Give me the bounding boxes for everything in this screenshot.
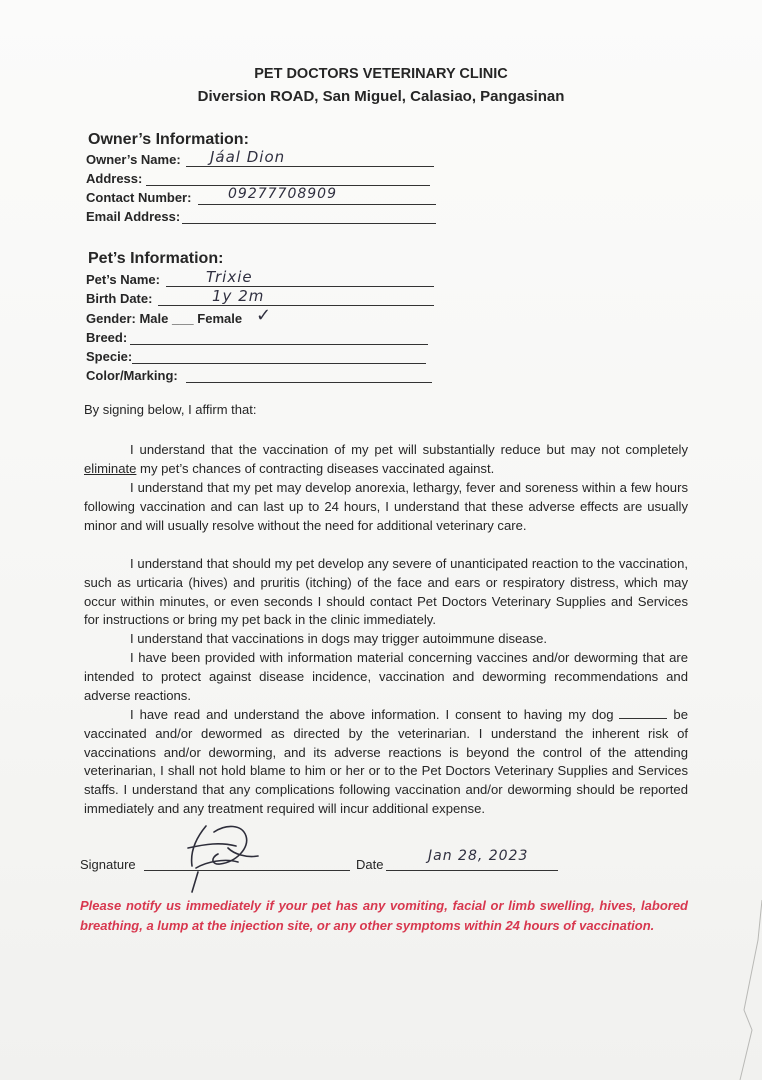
owner-section-title: Owner’s Information: (88, 131, 249, 148)
clinic-address: Diversion ROAD, San Miguel, Calasiao, Pangasinan (197, 88, 565, 105)
owner-name-value: Jáal Dion (210, 148, 286, 166)
address-label: Address: (86, 171, 143, 186)
owner-name-line (186, 166, 434, 167)
date-label: Date (356, 857, 384, 872)
email-line (182, 223, 436, 224)
color-marking-label: Color/Marking: (86, 368, 178, 383)
specie-line (132, 363, 426, 364)
consent-paragraph-4: I understand that vaccinations in dogs may trigger autoimmune disease. (130, 631, 548, 646)
female-checkmark: ✓ (256, 305, 273, 326)
pet-name-label: Pet’s Name: (86, 272, 160, 287)
p1-text-b: my pet’s chances of contracting diseases vaccinated against. (136, 460, 495, 476)
consent-paragraph-2: I understand that my pet may develop anorexia, lethargy, fever and soreness within a few hours following vaccination and can last up to 24 hours, I understand that these adverse effects are usually minor and will usually resolve without the need for additional veterinary care. (84, 480, 688, 533)
contact-number-label: Contact Number: (86, 190, 192, 205)
date-value: Jan 28, 2023 (428, 848, 529, 864)
signature-label: Signature (80, 857, 136, 872)
aftercare-notice: Please notify us immediately if your pet has any vomiting, facial or limb swelling, hives, labored breathing, a lump at the injection site, or any other symptoms within 24 hours of vaccination. (80, 898, 688, 933)
pet-section-title: Pet’s Information: (88, 250, 224, 267)
birth-date-value: 1y 2m (212, 287, 265, 305)
p1-underlined-word: eliminate (84, 460, 137, 476)
email-label: Email Address: (86, 209, 181, 224)
breed-line (130, 344, 428, 345)
consent-intro: By signing below, I affirm that: (84, 402, 257, 417)
color-marking-line (186, 382, 432, 383)
pet-name-line (166, 286, 434, 287)
consent-paragraph-6 (84, 706, 688, 819)
contact-number-line (198, 204, 436, 205)
birth-date-label: Birth Date: (86, 291, 153, 306)
breed-label: Breed: (86, 330, 128, 345)
consent-paragraph-1 (84, 441, 688, 479)
consent-paragraph-5: I have been provided with information material concerning vaccines and/or deworming that are intended to protect against disease incidence, vaccination and deworming recommendations and adverse reactions. (84, 650, 688, 703)
p6-text-b: be vaccinated and/or dewormed as directed by the veterinarian. I understand the inherent risk of vaccinations and/or deworming, and its adverse reactions is beyond the control of the attending veterinarian, I shall not hold blame to him or her or to the Pet Doctors Veterinary Supplies and Services staffs. I understand that any complications following vaccination and/or deworming should be reported immediately and any treatment required will incur additional expense. (84, 707, 688, 816)
owner-name-label: Owner’s Name: (86, 152, 181, 167)
consent-paragraph-3: I understand that should my pet develop any severe of unanticipated reaction to the vaccination, such as urticaria (hives) and pruritis (itching) of the face and ears or respiratory distress, which may occur within minutes, or even seconds I should contact Pet Doctors Veterinary Supplies and Services for instructions or bring my pet back in the clinic immediately. (84, 556, 688, 628)
page-fold-edge (722, 900, 762, 1080)
gender-label: Gender: Male ___ Female (86, 311, 243, 326)
date-line (386, 870, 558, 871)
clinic-name: PET DOCTORS VETERINARY CLINIC (254, 66, 508, 82)
birth-date-line (158, 305, 434, 306)
specie-label: Specie: (86, 349, 133, 364)
handwritten-signature (176, 818, 266, 894)
pet-name-value: Trixie (206, 268, 253, 286)
p6-text-a: I have read and understand the above information. I consent to having my dog (130, 707, 620, 722)
contact-number-value: 09277708909 (228, 186, 337, 202)
dog-name-blank (619, 708, 667, 719)
p1-text-a: I understand that the vaccination of my pet will substantially reduce but may not completely (130, 442, 688, 457)
